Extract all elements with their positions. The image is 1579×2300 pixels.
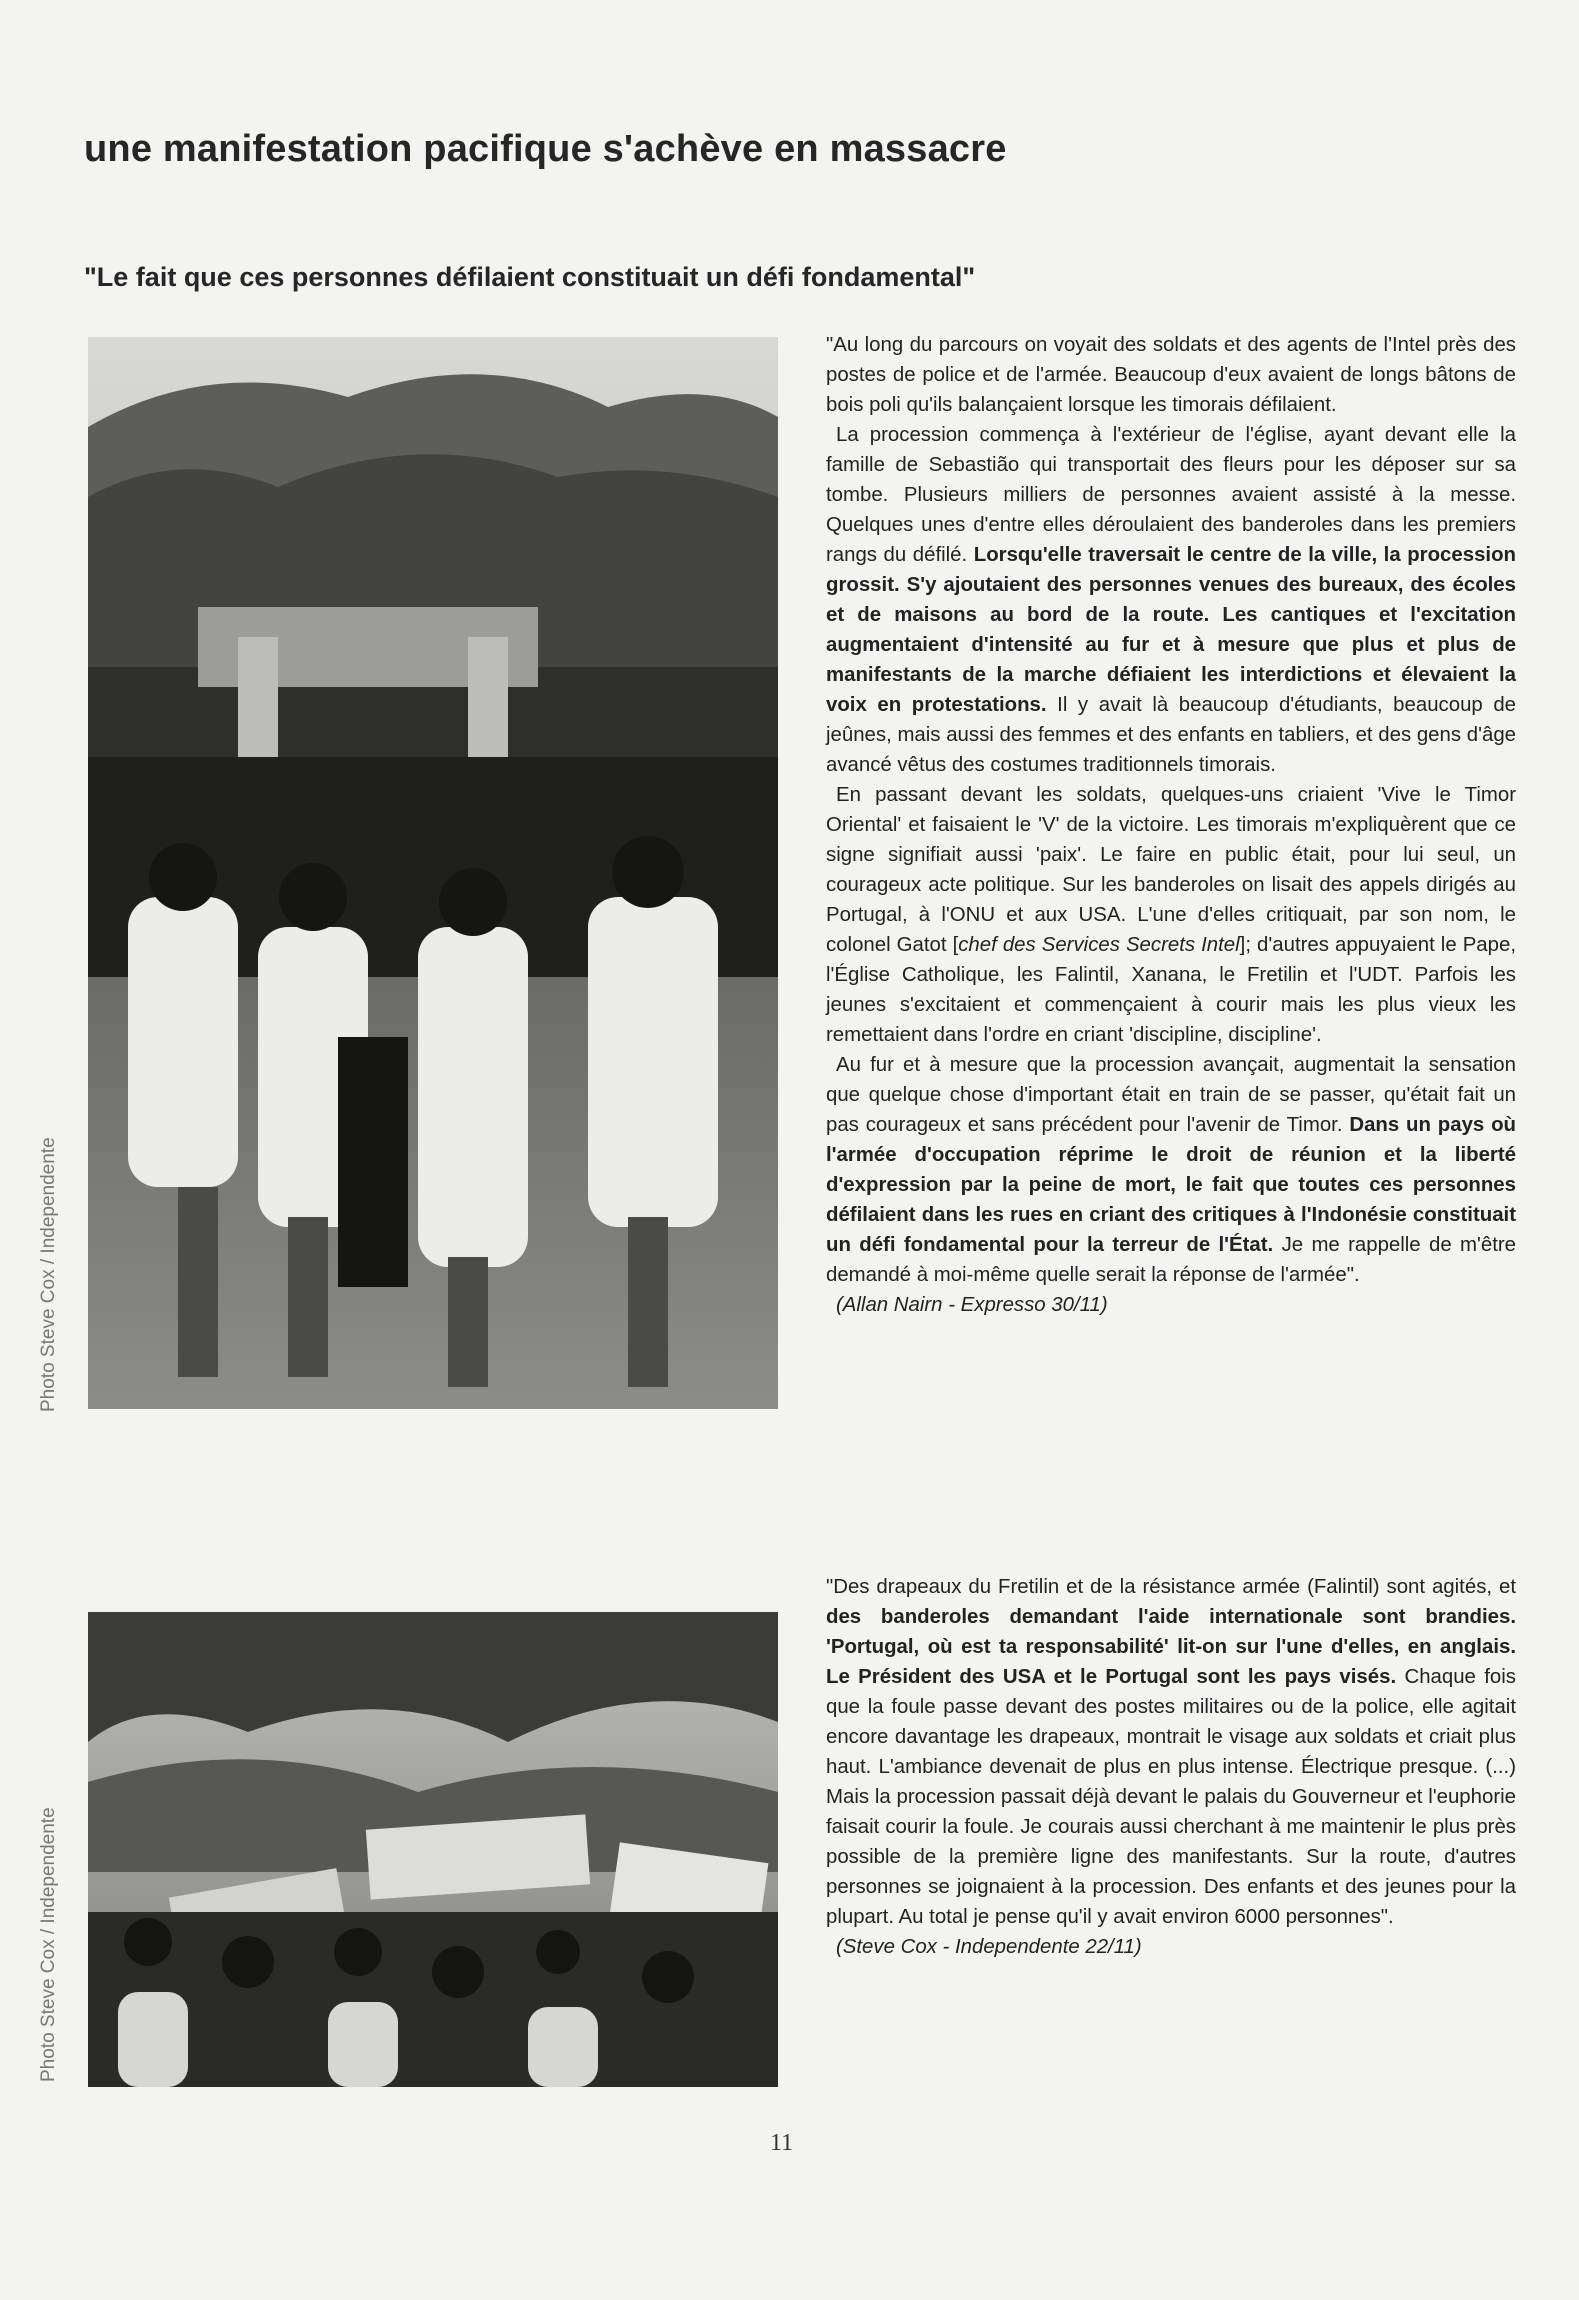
paragraph [826,420,1516,780]
article-title: une manifestation pacifique s'achève en massacre [84,128,1007,170]
text-run: La procession commença à l'extérieur de l'église, ayant devant elle la famille de Sebastião qui transportait des fleurs pour les déposer sur sa tombe. Plusieurs milliers de personnes avaient assisté à la messe. Quelques unes d'entre elles déroulaient des banderoles dans les premiers rangs du défilé. [826,424,1516,566]
bold-text-run: Dans un pays où l'armée d'occupation réprime le droit de réunion et la liberté d'expression par la peine de mort, le fait que toutes ces personnes défilaient dans les rues en criant des critiques à l'Indonésie constituait un défi fondamental pour la terreur de l'État. [826,1114,1516,1256]
quote-source: (Steve Cox - Independente 22/11) [836,1936,1142,1958]
text-run: Il y avait là beaucoup d'étudiants, beaucoup de jeûnes, mais aussi des femmes et des enfants en tabliers, et des gens d'âge avancé vêtus des costumes traditionnels timorais. [826,694,1517,776]
italic-text-run: chef des Services Secrets Intel [958,934,1240,956]
page-number: 11 [770,2130,794,2156]
text-run: "Des drapeaux du Fretilin et de la résistance armée (Falintil) sont agités, et [826,1576,1516,1598]
crowd-banners-photo [88,1612,778,2087]
paragraph [826,1572,1516,1932]
article-subtitle: "Le fait que ces personnes défilaient constituait un défi fondamental" [84,262,976,292]
text-run: En passant devant les soldats, quelques-uns criaient 'Vive le Timor Oriental' et faisaient le 'V' de la victoire. Les timorais m'expliquèrent que ce signe signifiait aussi 'paix'. Le faire en public était, pour lui seul, un courageux acte politique. Sur les banderoles on lisait des appels dirigés au Portugal, à l'ONU et aux USA. L'une d'elles critiquait, par son nom, le colonel Gatot [ [826,784,1516,956]
bold-text-run: Lorsqu'elle traversait le centre de la ville, la procession grossit. S'y ajoutaient des personnes venues des bureaux, des écoles et de maisons au bord de la route. Les cantiques et l'excitation augmentaient d'intensité au fur et à mesure que plus et plus de manifestants de la marche défiaient les interdictions et élevaient la voix en protestations. [826,544,1516,716]
procession-photo [88,337,778,1409]
testimony-column-1 [826,330,1516,1320]
text-run: Chaque fois que la foule passe devant des postes militaires ou de la police, elle agitait encore davantage les drapeaux, montrait le visage aux soldats et criait plus haut. L'ambiance devenait de plus en plus intense. Électrique presque. (...) Mais la procession passait déjà devant le palais du Gouverneur et l'euphorie faisait courir la foule. Je courais aussi cherchant à me maintenir le plus près possible de la première ligne des manifestants. Sur la route, d'autres personnes se joignaient à la procession. Des enfants et des jeunes pour la plupart. Au total je pense qu'il y avait environ 6000 personnes". [826,1666,1516,1928]
photo-credit: Photo Steve Cox / Independente [38,1807,59,2082]
text-run: Je me rappelle de m'être demandé à moi-même quelle serait la réponse de l'armée". [826,1234,1517,1286]
paragraph [826,780,1516,1050]
text-run: Au fur et à mesure que la procession avançait, augmentait la sensation que quelque chose d'important était en train de se passer, qu'était fait un pas courageux et sans précédent pour l'avenir de Timor. [826,1054,1516,1136]
paragraph: "Au long du parcours on voyait des soldats et des agents de l'Intel près des postes de police et de l'armée. Beaucoup d'eux avaient de longs bâtons de bois poli qu'ils balançaient lorsque les timorais défilaient. [826,334,1516,416]
paragraph [826,1050,1516,1290]
testimony-column-2 [826,1572,1516,1962]
photo-credit: Photo Steve Cox / Independente [38,1137,59,1412]
bold-text-run: des banderoles demandant l'aide internationale sont brandies. 'Portugal, où est ta responsabilité' lit-on sur l'une d'elles, en anglais. Le Président des USA et le Portugal sont les pays visés. [826,1606,1516,1688]
quote-source: (Allan Nairn - Expresso 30/11) [836,1294,1108,1316]
text-run: ]; d'autres appuyaient le Pape, l'Église Catholique, les Falintil, Xanana, le Fretilin et l'UDT. Parfois les jeunes s'excitaient et commençaient à courir mais les plus vieux les remettaient dans l'ordre en criant 'discipline, discipline'. [826,934,1516,1046]
